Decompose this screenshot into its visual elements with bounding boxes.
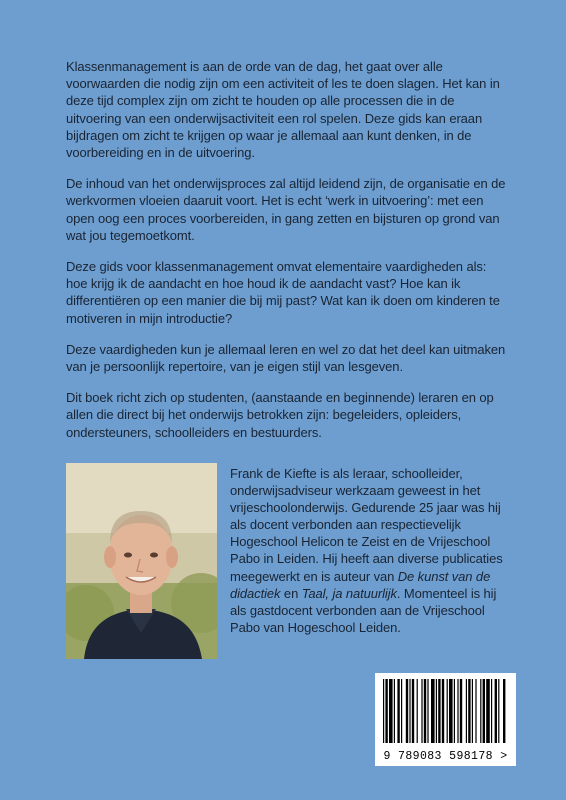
barcode-bar: [424, 679, 426, 743]
barcode-bar: [498, 679, 499, 743]
barcode-bar: [449, 679, 453, 743]
bio-text-1: Frank de Kiefte is als leraar, schoolleider, onderwijsadviseur werkzaam geweest in het vrijeschoolonderwijs. Gedurende 25 jaar was hij als docent verbonden aan respectievelijk Hogeschool Helicon te Zeist en de Vrijeschool Pabo in Leiden. Hij heeft aan diverse publicaties meegewerkt en is auteur van: [230, 466, 503, 584]
barcode-bar: [454, 679, 455, 743]
barcode-bar: [406, 679, 408, 743]
barcode-bar: [472, 679, 473, 743]
barcode-bar: [460, 679, 462, 743]
barcode-bar: [468, 679, 470, 743]
bio-book-title-1: De kunst van de didactiek: [230, 568, 491, 601]
barcode-bar: [409, 679, 410, 743]
barcode-bar: [480, 679, 481, 743]
blurb-paragraph-4: Deze vaardigheden kun je allemaal leren en wel zo dat het deel kan uitmaken van je persoonlijk repertoire, van je eigen stijl van lesgeven.: [66, 341, 506, 375]
barcode-bar: [431, 679, 435, 743]
barcode-bar: [438, 679, 440, 743]
blurb-text: [66, 58, 506, 455]
barcode-bar: [442, 679, 444, 743]
barcode-bar: [447, 679, 448, 743]
author-bio: [230, 465, 510, 636]
author-photo: [66, 463, 217, 659]
bio-text-3: . Momenteel is hij als gastdocent verbonden aan de Vrijeschool Pabo van Hogeschool Leiden.: [230, 585, 497, 635]
bio-book-title-2: Taal, ja natuurlijk: [301, 585, 397, 601]
bio-text-2: en: [280, 585, 302, 601]
barcode-bar: [389, 679, 393, 743]
barcode: [375, 673, 516, 766]
barcode-bar: [483, 679, 485, 743]
isbn-number: 9 789083 598178 >: [383, 750, 508, 763]
barcode-bar: [491, 679, 492, 743]
barcode-bar: [401, 679, 402, 743]
barcode-bar: [412, 679, 414, 743]
barcode-bar: [466, 679, 467, 743]
barcode-bar: [486, 679, 490, 743]
barcode-bar: [394, 679, 395, 743]
barcode-bars-icon: [381, 679, 510, 743]
barcode-bar: [436, 679, 437, 743]
blurb-paragraph-3: Deze gids voor klassenmanagement omvat elementaire vaardigheden als: hoe krijg ik de aandacht en hoe houd ik de aandacht vast? Hoe kan ik differentiëren op een manier die bij mij past? Wat kan ik doen om kinderen te motiveren in mijn introductie?: [66, 259, 500, 326]
blurb-paragraph-2: De inhoud van het onderwijsproces zal altijd leidend zijn, de organisatie en de werkvormen vloeien daaruit voort. Het is echt ‘werk in uitvoering’: met een open oog een proces voorbereiden, in gang zetten en bijsturen op grond van wat jou tegemoetkomt.: [66, 176, 506, 243]
barcode-bar: [457, 679, 458, 743]
barcode-bar: [475, 679, 476, 743]
barcode-bar: [421, 679, 422, 743]
barcode-bar: [385, 679, 387, 743]
barcode-bar: [427, 679, 428, 743]
blurb-paragraph-5: Dit boek richt zich op studenten, (aanstaande en beginnende) leraren en op allen die direct bij het onderwijs betrokken zijn: begeleiders, opleiders, ondersteuners, schoolleiders en bestuurders.: [66, 390, 494, 440]
barcode-bar: [503, 679, 505, 743]
barcode-bar: [383, 679, 384, 743]
blurb-paragraph-1: Klassenmanagement is aan de orde van de dag, het gaat over alle voorwaarden die nodig zijn om een activiteit of les te doen slagen. Het kan in deze tijd complex zijn om zicht te houden op alle processen die in de uitvoering van een onderwijsactiviteit een rol spelen. Deze gids kan eraan bijdragen om zicht te krijgen op waar je allemaal aan kunt denken, in de voorbereiding en in de uitvoering.: [66, 59, 500, 161]
barcode-bar: [495, 679, 497, 743]
barcode-bar: [417, 679, 418, 743]
barcode-bar: [397, 679, 399, 743]
